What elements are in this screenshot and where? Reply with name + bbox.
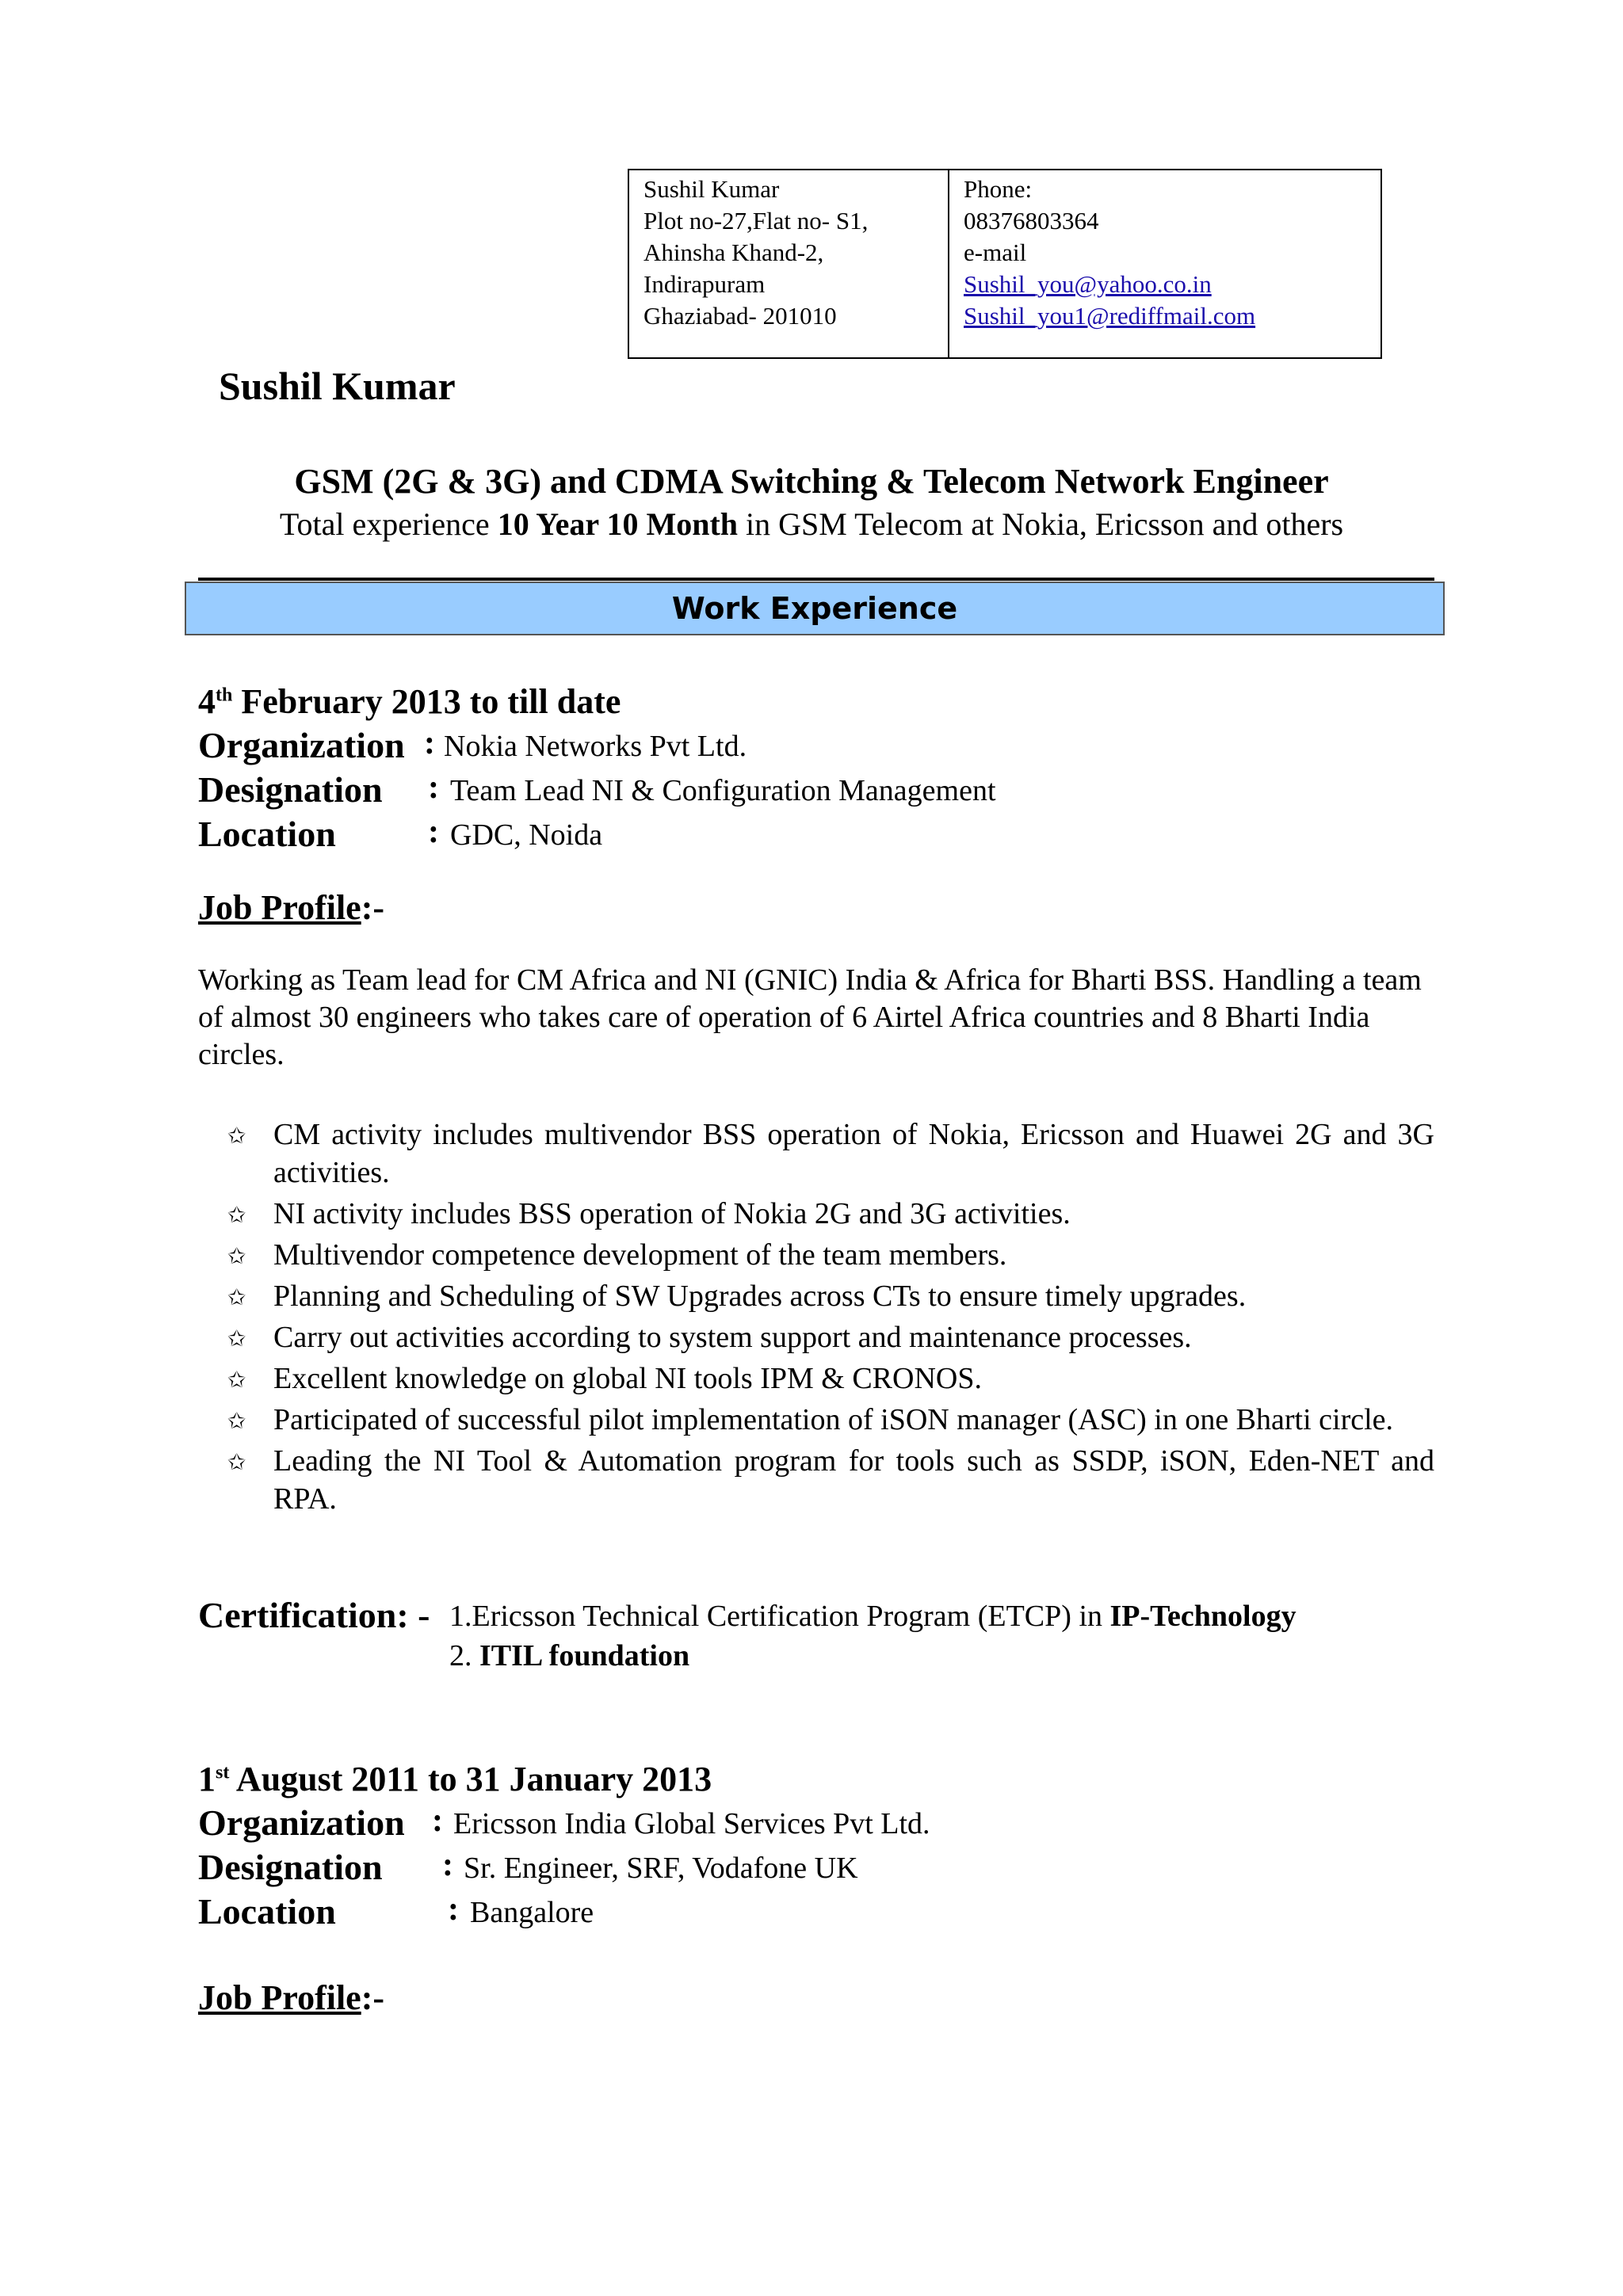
phone-number: 08376803364 [964, 207, 1099, 235]
job-period: 4th February 2013 to till date [198, 682, 621, 721]
list-item: ✩ Leading the NI Tool & Automation program for tools such as SSDP, iSON, Eden-NET and RPA. [227, 1444, 1434, 1516]
address-line: Indirapuram [643, 270, 766, 298]
star-icon: ✩ [227, 1367, 246, 1393]
job-title: GSM (2G & 3G) and CDMA Switching & Telecom Network Engineer [294, 462, 1329, 501]
list-item: ✩ Multivendor competence development of the team members. [273, 1236, 1434, 1274]
address-cell [629, 170, 949, 357]
organization-value: Nokia Networks Pvt Ltd. [444, 730, 747, 763]
address-line: Ghaziabad- 201010 [643, 302, 837, 330]
star-icon: ✩ [227, 1408, 246, 1434]
divider [198, 578, 1434, 581]
list-item: ✩ NI activity includes BSS operation of Nokia 2G and 3G activities. [273, 1195, 1434, 1233]
experience-summary: Total experience 10 Year 10 Month in GSM Telecom at Nokia, Ericsson and others [279, 506, 1344, 542]
email-link-rediff[interactable]: Sushil_you1@rediffmail.com [964, 302, 1256, 330]
responsibilities-list [227, 1116, 1434, 1521]
star-icon: ✩ [227, 1123, 246, 1149]
star-icon: ✩ [227, 1325, 246, 1352]
star-icon: ✩ [227, 1284, 246, 1310]
organization-value: Ericsson India Global Services Pvt Ltd. [453, 1807, 930, 1840]
location-value: GDC, Noida [450, 818, 603, 852]
star-icon: ✩ [227, 1243, 246, 1269]
job-period: 1st August 2011 to 31 January 2013 [198, 1760, 712, 1798]
address-line: Plot no-27,Flat no- S1, [643, 207, 869, 235]
list-item: ✩ Carry out activities according to system support and maintenance processes. [273, 1318, 1434, 1356]
contact-table [628, 169, 1382, 359]
list-item: ✩ Excellent knowledge on global NI tools IPM & CRONOS. [273, 1360, 1434, 1398]
phone-label: Phone: [964, 175, 1033, 203]
list-item: ✩ CM activity includes multivendor BSS operation of Nokia, Ericsson and Huawei 2G and 3G activities. [227, 1118, 1434, 1189]
job-profile-heading: Job Profile:- [198, 888, 385, 927]
certification-item: 1.Ericsson Technical Certification Program (ETCP) in IP-Technology [449, 1600, 1296, 1633]
designation-value: Team Lead NI & Configuration Management [450, 774, 996, 807]
job-summary-paragraph: Working as Team lead for CM Africa and NI (GNIC) India & Africa for Bharti BSS. Handling a team of almost 30 engineers who takes care of operation of 6 Airtel Africa countries and 8 Bharti India circles. [198, 963, 1422, 1071]
email-label: e-mail [964, 238, 1027, 266]
list-item: ✩ Participated of successful pilot implementation of iSON manager (ASC) in one Bharti circle. [273, 1401, 1434, 1439]
job-profile-heading: Job Profile:- [198, 1978, 385, 2017]
location-value: Bangalore [470, 1896, 594, 1929]
star-icon: ✩ [227, 1202, 246, 1228]
contact-name: Sushil Kumar [643, 175, 780, 203]
list-item: ✩ Planning and Scheduling of SW Upgrades across CTs to ensure timely upgrades. [273, 1277, 1434, 1315]
contact-details-cell [949, 170, 1381, 357]
candidate-name: Sushil Kumar [219, 364, 456, 408]
certification-item: 2. ITIL foundation [449, 1639, 690, 1672]
star-icon: ✩ [227, 1449, 246, 1475]
section-header-work-experience: Work Experience [185, 582, 1445, 635]
address-line: Ahinsha Khand-2, [643, 238, 824, 266]
certification-label: Certification: - [198, 1595, 430, 1635]
designation-value: Sr. Engineer, SRF, Vodafone UK [464, 1852, 858, 1885]
email-link-yahoo[interactable]: Sushil_you@yahoo.co.in [964, 270, 1212, 298]
